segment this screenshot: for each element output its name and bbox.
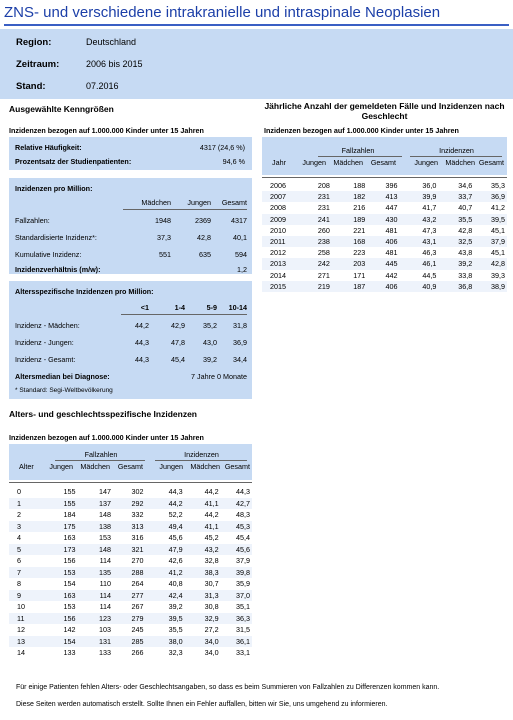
table-cell: 216 xyxy=(353,203,366,213)
age-row-value: 44,2 xyxy=(135,321,149,330)
table-cell: 34,0 xyxy=(204,648,219,657)
table-cell: 208 xyxy=(317,181,330,190)
table-cell: 46,1 xyxy=(400,258,439,269)
table-cell: 332 xyxy=(131,510,144,519)
meta-panel xyxy=(0,29,513,99)
table-row xyxy=(9,486,252,498)
table-cell: 413 xyxy=(367,191,399,202)
key-figures-heading: Ausgewählte Kenngrößen xyxy=(9,104,114,114)
annual-col: Jungen xyxy=(302,158,326,167)
annual-header xyxy=(262,137,507,175)
table-cell: 2 xyxy=(17,510,21,519)
incidence-row-girls: 37,3 xyxy=(157,233,171,242)
table-cell: 27,2 xyxy=(204,625,219,634)
table-cell: 37,0 xyxy=(221,590,252,602)
table-cell: 32,8 xyxy=(204,556,219,565)
table-cell: 2015 xyxy=(262,281,302,292)
table-row xyxy=(9,555,252,567)
table-cell: 302 xyxy=(131,487,144,496)
table-cell: 154 xyxy=(47,636,77,648)
table-cell: 6 xyxy=(17,556,21,565)
table-cell: 2012 xyxy=(270,248,286,258)
table-cell: 219 xyxy=(302,281,332,292)
annual-col: Gesamt xyxy=(370,158,396,167)
table-cell: 231 xyxy=(317,203,330,213)
table-cell: 31,5 xyxy=(236,625,250,634)
table-cell: 46,3 xyxy=(422,248,437,258)
table-cell: 260 xyxy=(317,225,330,235)
table-cell: 40,7 xyxy=(458,203,473,213)
table-cell: 406 xyxy=(367,281,399,292)
incidence-row-label: Standardisierte Inzidenz*: xyxy=(15,233,97,242)
table-row xyxy=(262,281,507,292)
table-cell: 288 xyxy=(113,567,145,579)
table-cell: 0 xyxy=(17,487,21,496)
table-cell: 12 xyxy=(17,625,25,634)
table-cell: 36,0 xyxy=(422,181,437,190)
incidence-row-boys: 635 xyxy=(199,250,211,259)
incidence-row-total: 4317 xyxy=(231,216,247,225)
table-cell: 445 xyxy=(367,258,399,269)
table-cell: 406 xyxy=(367,236,399,247)
table-cell: 4 xyxy=(17,533,21,542)
study-percent-value: 94,6 % xyxy=(222,157,245,166)
table-cell: 39,2 xyxy=(438,258,474,269)
region-value: Deutschland xyxy=(86,37,137,47)
status-label: Stand: xyxy=(16,81,46,92)
table-row xyxy=(9,636,252,648)
table-cell: 32,5 xyxy=(438,236,474,247)
age-row-value: 34,4 xyxy=(233,355,247,364)
age-row-value: 43,0 xyxy=(203,338,217,347)
table-cell: 292 xyxy=(113,498,145,510)
table-cell: 148 xyxy=(99,510,112,519)
table-cell: 316 xyxy=(131,533,144,542)
annual-col: Mädchen xyxy=(445,158,475,167)
age-col-10-14: 10-14 xyxy=(228,303,247,312)
table-cell: 14 xyxy=(17,648,25,657)
table-cell: 110 xyxy=(99,579,112,588)
annual-header-rule xyxy=(262,177,507,178)
table-cell: 37,9 xyxy=(236,556,250,565)
footer-note: Für einige Patienten fehlen Alters- oder Geschlechtsangaben, so dass es beim Summieren von Fallzahlen zu Differenzen kommen kann. xyxy=(16,684,440,691)
table-cell: 163 xyxy=(63,533,76,542)
table-cell: 2007 xyxy=(262,191,302,202)
table-row xyxy=(9,532,252,544)
table-cell: 47,9 xyxy=(145,544,184,556)
table-cell: 313 xyxy=(113,521,145,533)
table-row xyxy=(9,590,252,602)
table-row xyxy=(9,544,252,556)
table-cell: 35,5 xyxy=(438,214,474,225)
table-cell: 45,3 xyxy=(221,521,252,533)
table-cell: 188 xyxy=(353,181,366,190)
period-value: 2006 bis 2015 xyxy=(86,59,143,69)
table-cell: 242 xyxy=(302,258,332,269)
table-cell: 32,3 xyxy=(168,648,183,657)
table-cell: 154 xyxy=(63,579,76,588)
incidence-row-boys: 2369 xyxy=(195,216,211,225)
key-figures-subheading: Inzidenzen bezogen auf 1.000.000 Kinder unter 15 Jahren xyxy=(9,126,204,135)
table-cell: 42,8 xyxy=(458,225,473,235)
table-cell: 2008 xyxy=(270,203,286,213)
table-cell: 2013 xyxy=(262,258,302,269)
table-cell: 42,7 xyxy=(221,498,252,510)
table-cell: 11 xyxy=(9,613,47,625)
table-row xyxy=(262,214,507,225)
table-cell: 153 xyxy=(47,567,77,579)
age-row-value: 31,8 xyxy=(233,321,247,330)
age-incidence-heading: Altersspezifische Inzidenzen pro Million: xyxy=(15,287,154,296)
annual-col: Jungen xyxy=(414,158,438,167)
table-cell: 5 xyxy=(9,544,47,556)
table-cell: 430 xyxy=(367,214,399,225)
age-header-rule xyxy=(121,314,247,315)
table-cell: 223 xyxy=(353,248,366,258)
annual-group-rule-2 xyxy=(410,156,502,157)
table-row xyxy=(9,601,252,613)
status-value: 07.2016 xyxy=(86,81,119,91)
table-cell: 40,8 xyxy=(168,579,183,588)
median-label: Altersmedian bei Diagnose: xyxy=(15,372,110,381)
table-cell: 35,9 xyxy=(236,579,250,588)
annual-heading: Jährliche Anzahl der gemeldeten Fälle und Inzidenzen nach Geschlecht xyxy=(264,101,505,121)
table-cell: 36,1 xyxy=(221,636,252,648)
table-cell: 184 xyxy=(63,510,76,519)
agesex-header xyxy=(9,444,252,480)
table-cell: 279 xyxy=(113,613,145,625)
table-cell: 481 xyxy=(385,248,398,258)
table-cell: 264 xyxy=(131,579,144,588)
table-cell: 43,2 xyxy=(400,214,439,225)
age-row-label: Inzidenz - Jungen: xyxy=(15,338,74,347)
annual-table xyxy=(262,180,507,292)
table-cell: 45,1 xyxy=(491,225,505,235)
table-cell: 155 xyxy=(63,487,76,496)
table-cell: 36,8 xyxy=(438,281,474,292)
relative-box xyxy=(9,137,252,170)
table-cell: 103 xyxy=(99,625,112,634)
table-cell: 271 xyxy=(317,270,330,280)
table-cell: 114 xyxy=(99,602,112,611)
table-cell: 33,1 xyxy=(236,648,250,657)
table-cell: 49,4 xyxy=(145,521,184,533)
table-cell: 48,3 xyxy=(236,510,250,519)
table-cell: 155 xyxy=(47,498,77,510)
age-row-value: 42,9 xyxy=(171,321,185,330)
table-cell: 133 xyxy=(63,648,76,657)
agesex-header-rule xyxy=(9,482,252,483)
table-cell: 168 xyxy=(332,236,367,247)
table-cell: 42,4 xyxy=(145,590,184,602)
table-cell: 156 xyxy=(63,556,76,565)
table-cell: 30,8 xyxy=(204,602,219,611)
table-cell: 44,2 xyxy=(204,510,219,519)
incidence-row-total: 594 xyxy=(235,250,247,259)
incidence-row-label: Fallzahlen: xyxy=(15,216,50,225)
table-cell: 2010 xyxy=(270,225,286,235)
table-cell: 35,5 xyxy=(168,625,183,634)
annual-col: Gesamt xyxy=(478,158,504,167)
table-cell: 41,1 xyxy=(185,521,221,533)
agesex-table xyxy=(9,486,252,659)
incidence-header-rule xyxy=(123,209,247,210)
table-cell: 138 xyxy=(77,521,113,533)
table-row xyxy=(262,236,507,247)
table-cell: 285 xyxy=(113,636,145,648)
table-cell: 9 xyxy=(9,590,47,602)
table-cell: 38,3 xyxy=(185,567,221,579)
incidence-row-girls: 551 xyxy=(159,250,171,259)
table-cell: 148 xyxy=(77,544,113,556)
ratio-value: 1,2 xyxy=(237,265,247,274)
agesex-col: Gesamt xyxy=(117,462,143,471)
table-cell: 45,4 xyxy=(236,533,250,542)
table-cell: 13 xyxy=(9,636,47,648)
table-cell: 42,8 xyxy=(474,258,507,269)
table-cell: 203 xyxy=(332,258,367,269)
age-row-value: 35,2 xyxy=(203,321,217,330)
table-cell: 231 xyxy=(302,191,332,202)
table-cell: 2014 xyxy=(270,270,286,280)
table-cell: 153 xyxy=(63,602,76,611)
table-cell: 40,9 xyxy=(400,281,439,292)
table-cell: 33,8 xyxy=(458,270,473,280)
table-cell: 245 xyxy=(131,625,144,634)
table-cell: 131 xyxy=(77,636,113,648)
table-cell: 44,3 xyxy=(168,487,183,496)
annual-subheading: Inzidenzen bezogen auf 1.000.000 Kinder unter 15 Jahren xyxy=(264,126,459,135)
table-row xyxy=(9,647,252,659)
incidence-row-girls: 1948 xyxy=(155,216,171,225)
table-cell: 1 xyxy=(9,498,47,510)
table-row xyxy=(9,624,252,636)
col-total: Gesamt xyxy=(221,198,247,207)
age-row-value: 44,3 xyxy=(135,338,149,347)
table-cell: 189 xyxy=(332,214,367,225)
agesex-heading: Alters- und geschlechtsspezifische Inzidenzen xyxy=(9,409,197,419)
relative-frequency-value: 4317 (24,6 %) xyxy=(199,143,245,152)
age-row-value: 44,3 xyxy=(135,355,149,364)
table-cell: 10 xyxy=(17,602,25,611)
table-cell: 173 xyxy=(47,544,77,556)
table-cell: 39,5 xyxy=(474,214,507,225)
table-cell: 52,2 xyxy=(168,510,183,519)
incidence-row-label: Kumulative Inzidenz: xyxy=(15,250,82,259)
agesex-col: Mädchen xyxy=(190,462,220,471)
table-cell: 43,8 xyxy=(458,248,473,258)
table-cell: 221 xyxy=(353,225,366,235)
table-cell: 267 xyxy=(131,602,144,611)
table-cell: 44,2 xyxy=(204,487,219,496)
table-cell: 123 xyxy=(77,613,113,625)
age-incidence-box xyxy=(9,281,252,399)
table-cell: 396 xyxy=(385,181,398,190)
table-cell: 447 xyxy=(385,203,398,213)
agesex-col: Mädchen xyxy=(80,462,110,471)
agesex-col: Jungen xyxy=(159,462,183,471)
table-cell: 34,0 xyxy=(185,636,221,648)
table-cell: 45,1 xyxy=(491,248,505,258)
incidence-row-boys: 42,8 xyxy=(197,233,211,242)
table-cell: 41,2 xyxy=(491,203,505,213)
table-cell: 39,2 xyxy=(168,602,183,611)
table-row xyxy=(262,270,507,281)
table-cell: 266 xyxy=(131,648,144,657)
annual-group-inzidenzen: Inzidenzen xyxy=(439,146,474,155)
table-cell: 133 xyxy=(99,648,112,657)
agesex-subheading: Inzidenzen bezogen auf 1.000.000 Kinder unter 15 Jahren xyxy=(9,433,204,442)
table-cell: 321 xyxy=(113,544,145,556)
table-row xyxy=(262,247,507,258)
annual-col: Mädchen xyxy=(333,158,363,167)
table-cell: 442 xyxy=(385,270,398,280)
table-cell: 31,3 xyxy=(185,590,221,602)
table-cell: 114 xyxy=(77,590,113,602)
table-row xyxy=(262,225,507,236)
footnote: * Standard: Segi-Weltbevölkerung xyxy=(15,387,113,394)
age-col-lt1: <1 xyxy=(140,303,149,312)
annual-col-year: Jahr xyxy=(272,158,286,167)
incidence-box xyxy=(9,178,252,274)
age-row-value: 47,8 xyxy=(171,338,185,347)
table-cell: 277 xyxy=(113,590,145,602)
incidence-heading: Inzidenzen pro Million: xyxy=(15,184,93,193)
table-cell: 44,3 xyxy=(236,487,250,496)
region-label: Region: xyxy=(16,37,52,48)
table-row xyxy=(9,521,252,533)
table-cell: 42,6 xyxy=(168,556,183,565)
table-row xyxy=(262,180,507,191)
table-cell: 36,3 xyxy=(221,613,252,625)
table-cell: 137 xyxy=(77,498,113,510)
agesex-group-fallzahlen: Fallzahlen xyxy=(84,450,118,459)
annual-group-rule-1 xyxy=(318,156,402,157)
table-cell: 38,9 xyxy=(474,281,507,292)
table-cell: 39,8 xyxy=(221,567,252,579)
table-cell: 135 xyxy=(77,567,113,579)
table-cell: 33,7 xyxy=(438,191,474,202)
table-row xyxy=(9,509,252,521)
table-cell: 153 xyxy=(99,533,112,542)
table-cell: 3 xyxy=(9,521,47,533)
age-row-value: 36,9 xyxy=(233,338,247,347)
table-row xyxy=(262,191,507,202)
table-cell: 163 xyxy=(47,590,77,602)
table-cell: 32,9 xyxy=(185,613,221,625)
table-cell: 44,5 xyxy=(422,270,437,280)
table-cell: 41,2 xyxy=(145,567,184,579)
age-row-value: 39,2 xyxy=(203,355,217,364)
table-cell: 41,7 xyxy=(422,203,437,213)
incidence-row-total: 40,1 xyxy=(233,233,247,242)
table-row xyxy=(9,567,252,579)
table-cell: 37,9 xyxy=(474,236,507,247)
agesex-group-rule-1 xyxy=(55,460,145,461)
table-cell: 241 xyxy=(302,214,332,225)
table-cell: 35,1 xyxy=(236,602,250,611)
table-cell: 2011 xyxy=(262,236,302,247)
agesex-group-rule-2 xyxy=(155,460,247,461)
age-row-label: Inzidenz - Mädchen: xyxy=(15,321,80,330)
table-cell: 2009 xyxy=(262,214,302,225)
age-col-1-4: 1-4 xyxy=(174,303,185,312)
ratio-label: Inzidenzverhältnis (m/w): xyxy=(15,265,101,274)
table-cell: 114 xyxy=(99,556,112,565)
agesex-group-inzidenzen: Inzidenzen xyxy=(184,450,219,459)
table-row xyxy=(9,578,252,590)
agesex-col-age: Alter xyxy=(19,462,34,471)
period-label: Zeitraum: xyxy=(16,59,60,70)
table-row xyxy=(9,498,252,510)
table-cell: 182 xyxy=(332,191,367,202)
page-title: ZNS- und verschiedene intrakranielle und intraspinale Neoplasien xyxy=(4,4,509,26)
age-col-5-9: 5-9 xyxy=(206,303,217,312)
table-cell: 41,1 xyxy=(185,498,221,510)
table-cell: 45,2 xyxy=(204,533,219,542)
table-cell: 30,7 xyxy=(204,579,219,588)
table-cell: 8 xyxy=(17,579,21,588)
table-cell: 142 xyxy=(63,625,76,634)
table-cell: 481 xyxy=(385,225,398,235)
age-row-label: Inzidenz - Gesamt: xyxy=(15,355,76,364)
relative-frequency-label: Relative Häufigkeit: xyxy=(15,143,82,152)
table-cell: 45,6 xyxy=(221,544,252,556)
table-cell: 175 xyxy=(47,521,77,533)
table-cell: 38,0 xyxy=(145,636,184,648)
table-cell: 47,3 xyxy=(422,225,437,235)
table-cell: 270 xyxy=(131,556,144,565)
agesex-col: Jungen xyxy=(49,462,73,471)
table-cell: 39,5 xyxy=(145,613,184,625)
table-cell: 2006 xyxy=(270,181,286,190)
table-cell: 43,2 xyxy=(185,544,221,556)
table-row xyxy=(262,258,507,269)
table-cell: 36,9 xyxy=(474,191,507,202)
agesex-col: Gesamt xyxy=(224,462,250,471)
study-percent-label: Prozentsatz der Studienpatienten: xyxy=(15,157,132,166)
table-cell: 7 xyxy=(9,567,47,579)
table-row xyxy=(262,202,507,213)
table-cell: 39,9 xyxy=(400,191,439,202)
table-cell: 34,6 xyxy=(458,181,473,190)
table-cell: 238 xyxy=(302,236,332,247)
col-girls: Mädchen xyxy=(141,198,171,207)
median-value: 7 Jahre 0 Monate xyxy=(191,372,247,381)
footer-auto: Diese Seiten werden automatisch erstellt. Sollte Ihnen ein Fehler auffallen, bitten wir Sie, uns umgehend zu informieren. xyxy=(16,701,388,708)
table-cell: 45,6 xyxy=(168,533,183,542)
annual-group-fallzahlen: Fallzahlen xyxy=(341,146,375,155)
table-cell: 171 xyxy=(353,270,366,280)
age-row-value: 45,4 xyxy=(171,355,185,364)
table-cell: 35,3 xyxy=(491,181,505,190)
table-cell: 147 xyxy=(99,487,112,496)
table-cell: 43,1 xyxy=(400,236,439,247)
table-cell: 39,3 xyxy=(491,270,505,280)
table-cell: 187 xyxy=(332,281,367,292)
table-cell: 258 xyxy=(317,248,330,258)
table-cell: 44,2 xyxy=(145,498,184,510)
table-row xyxy=(9,613,252,625)
table-cell: 156 xyxy=(47,613,77,625)
col-boys: Jungen xyxy=(187,198,211,207)
